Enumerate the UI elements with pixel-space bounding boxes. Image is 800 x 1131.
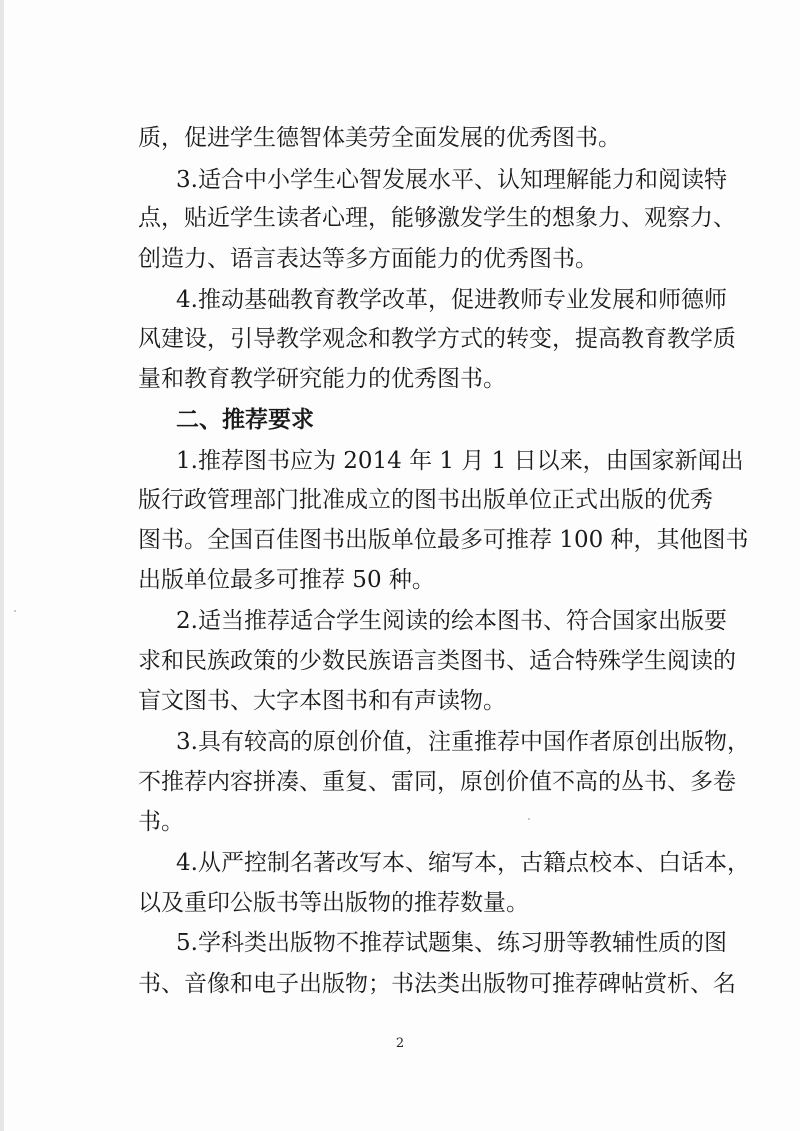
text-line-7: 量和教育教学研究能力的优秀图书。 xyxy=(138,366,506,392)
text-line-19: 4.从严控制名著改写本、缩写本，古籍点校本、白话本， xyxy=(176,850,750,876)
text-line-11: 图书。全国百佳图书出版单位最多可推荐 100 种，其他图书 xyxy=(138,527,749,553)
text-line-3: 点，贴近学生读者心理，能够激发学生的想象力、观察力、 xyxy=(138,205,736,231)
text-line-21: 5.学科类出版物不推荐试题集、练习册等教辅性质的图 xyxy=(176,930,727,956)
text-line-20: 以及重印公版书等出版物的推荐数量。 xyxy=(138,890,529,916)
text-line-10: 版行政管理部门批准成立的图书出版单位正式出版的优秀 xyxy=(138,487,713,513)
page-number: 2 xyxy=(395,1036,405,1051)
text-line-15: 盲文图书、大字本图书和有声读物。 xyxy=(138,688,506,714)
text-line-14: 求和民族政策的少数民族语言类图书、适合特殊学生阅读的 xyxy=(138,648,736,674)
scan-speck xyxy=(528,818,530,820)
text-line-9: 1.推荐图书应为 2014 年 1 月 1 日以来，由国家新闻出 xyxy=(176,448,744,474)
section-heading: 二、推荐要求 xyxy=(176,407,314,433)
text-line-6: 风建设，引导教学观念和教学方式的转变，提高教育教学质 xyxy=(138,326,736,352)
text-line-16: 3.具有较高的原创价值，注重推荐中国作者原创出版物， xyxy=(176,729,750,755)
text-line-2: 3.适合中小学生心智发展水平、认知理解能力和阅读特 xyxy=(176,167,727,193)
text-line-13: 2.适当推荐适合学生阅读的绘本图书、符合国家出版要 xyxy=(176,608,727,634)
text-line-5: 4.推动基础教育教学改革，促进教师专业发展和师德师 xyxy=(176,287,727,313)
text-line-4: 创造力、语言表达等多方面能力的优秀图书。 xyxy=(138,246,598,272)
text-line-18: 书。 xyxy=(138,809,184,835)
text-line-17: 不推荐内容拼凑、重复、雷同，原创价值不高的丛书、多卷 xyxy=(138,769,736,795)
text-line-12: 出版单位最多可推荐 50 种。 xyxy=(138,567,435,593)
text-line-22: 书、音像和电子出版物；书法类出版物可推荐碑帖赏析、名 xyxy=(138,971,736,997)
text-line-1: 质，促进学生德智体美劳全面发展的优秀图书。 xyxy=(138,125,621,151)
scan-speck xyxy=(14,610,16,612)
